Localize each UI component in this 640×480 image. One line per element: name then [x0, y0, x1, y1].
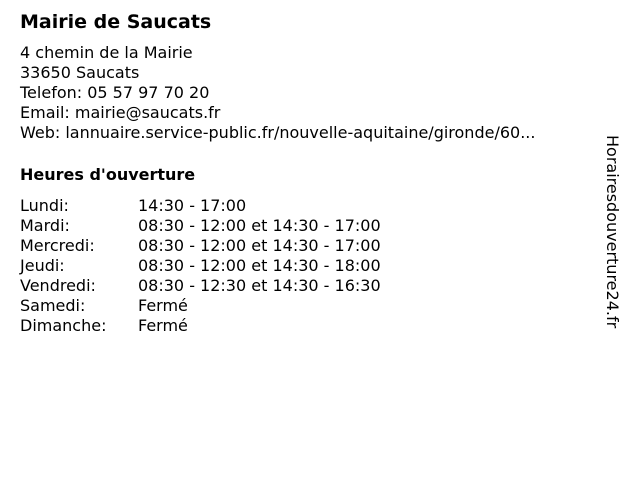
day-label: Jeudi: — [20, 256, 65, 275]
opening-hours-heading: Heures d'ouverture — [20, 165, 196, 184]
hours-row-wednesday — [20, 236, 605, 256]
listing-card — [20, 10, 605, 336]
day-label: Dimanche: — [20, 316, 107, 335]
day-label: Lundi: — [20, 196, 69, 215]
site-watermark: Horairesdouverture24.fr — [603, 135, 622, 329]
hours-row-thursday — [20, 256, 605, 276]
hours-row-sunday — [20, 316, 605, 336]
time-value: 08:30 - 12:30 et 14:30 - 16:30 — [138, 276, 381, 295]
day-label: Samedi: — [20, 296, 86, 315]
day-label: Vendredi: — [20, 276, 96, 295]
hours-row-monday — [20, 196, 605, 216]
hours-row-tuesday — [20, 216, 605, 236]
street-address: 4 chemin de la Mairie — [20, 43, 193, 62]
time-value: Fermé — [138, 316, 188, 335]
phone-line: Telefon: 05 57 97 70 20 — [20, 83, 210, 102]
day-label: Mardi: — [20, 216, 70, 235]
time-value: 08:30 - 12:00 et 14:30 - 18:00 — [138, 256, 381, 275]
email-line: Email: mairie@saucats.fr — [20, 103, 221, 122]
address-block — [20, 43, 605, 143]
time-value: 08:30 - 12:00 et 14:30 - 17:00 — [138, 236, 381, 255]
opening-hours-table — [20, 196, 605, 336]
hours-row-friday — [20, 276, 605, 296]
postal-city: 33650 Saucats — [20, 63, 140, 82]
day-label: Mercredi: — [20, 236, 95, 255]
page-title: Mairie de Saucats — [20, 11, 212, 33]
hours-row-saturday — [20, 296, 605, 316]
time-value: Fermé — [138, 296, 188, 315]
time-value: 08:30 - 12:00 et 14:30 - 17:00 — [138, 216, 381, 235]
time-value: 14:30 - 17:00 — [138, 196, 247, 215]
web-line: Web: lannuaire.service-public.fr/nouvelle-aquitaine/gironde/60... — [20, 123, 536, 142]
